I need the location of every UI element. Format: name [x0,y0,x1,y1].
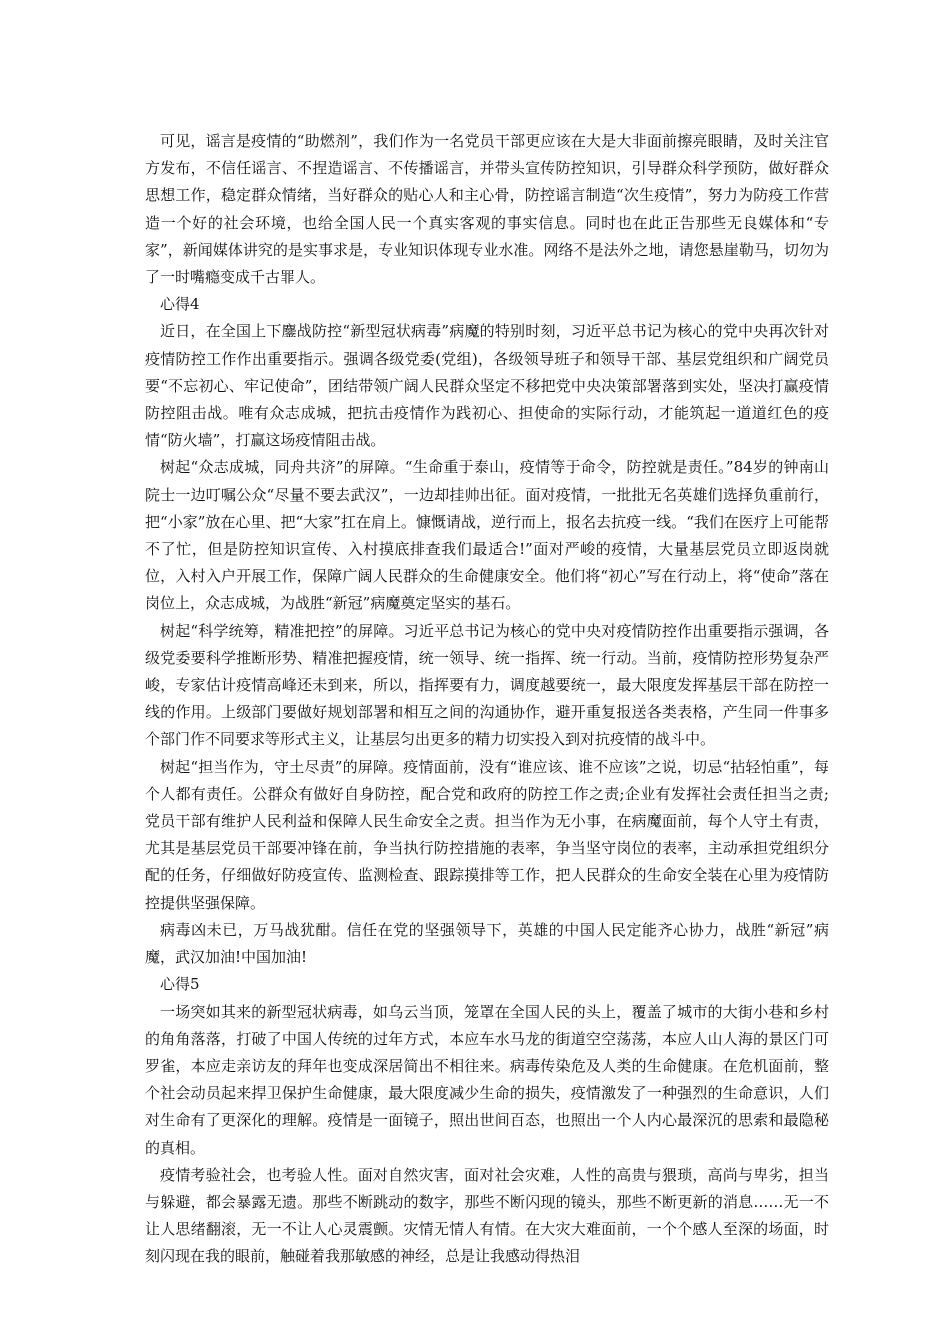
paragraph-barrier-responsibility: 树起“担当作为，守土尽责”的屏障。疫情面前，没有“谁应该、谁不应该”之说，切忌“拈轻怕重”，每个人都有责任。公群众有做好自身防控，配合党和政府的防控工作之责;企业有发挥社会责任担当之责;党员干部有维护人民利益和保障人民生命安全之责。担当作为无小事，在病魔面前，每个人守土有责，尤其是基层党员干部要冲锋在前，争当执行防控措施的表率，争当坚守岗位的表率，主动承担党组织分配的任务，仔细做好防疫宣传、监测检查、跟踪摸排等工作，把人民群众的生命安全装在心里为疫情防控提供坚强保障。 [145,757,829,912]
paragraph-intro-4: 近日，在全国上下鏖战防控“新型冠状病毒”病魔的特别时刻，习近平总书记为核心的党中央再次针对疫情防控工作作出重要指示。强调各级党委(党组)，各级领导班子和领导干部、基层党组织和广阔党员要“不忘初心、牢记使命”，团结带领广阔人民群众坚定不移把党中央决策部署落到实处，坚决打赢疫情防控阻击战。唯有众志成城，把抗击疫情作为践初心、担使命的实际行动，才能筑起一道道红色的疫情“防火墙”，打赢这场疫情阻击战。 [145,322,829,450]
section-heading-5: 心得5 [160,975,200,994]
paragraph-humanity: 疫情考验社会，也考验人性。面对自然灾害，面对社会灾难，人性的高贵与猥琐，高尚与卑劣，担当与躲避，都会暴露无遗。那些不断跳动的数字，那些不断闪现的镜头，那些不断更新的消息……无一不让人思绪翻滚，无一不让人心灵震颤。灾情无情人有情。在大灾大难面前，一个个感人至深的场面，时刻闪现在我的眼前，触碰着我那敏感的神经，总是让我感动得热泪 [145,1165,829,1266]
paragraph-barrier-unity: 树起“众志成城，同舟共济”的屏障。“生命重于泰山，疫情等于命令，防控就是责任。”84岁的钟南山院士一边叮嘱公众“尽量不要去武汉”，一边却挂帅出征。面对疫情，一批批无名英雄们选择负重前行，把“小家”放在心里、把“大家”扛在肩上。慷慨请战，逆行而上，报名去抗疫一线。“我们在医疗上可能帮不了忙，但是防控知识宣传、入村摸底排查我们最适合!”面对严峻的疫情，大量基层党员立即返岗就位，入村入户开展工作，保障广阔人民群众的生命健康安全。他们将“初心”写在行动上，将“使命”落在岗位上，众志成城，为战胜“新冠”病魔奠定坚实的基石。 [145,458,829,613]
paragraph-rumor: 可见，谣言是疫情的“助燃剂”，我们作为一名党员干部更应该在大是大非面前擦亮眼睛，及时关注官方发布，不信任谣言、不捏造谣言、不传播谣言，并带头宣传防控知识，引导群众科学预防，做好群众思想工作，稳定群众情绪，当好群众的贴心人和主心骨，防控谣言制造“次生疫情”，努力为防疫工作营造一个好的社会环境，也给全国人民一个真实客观的事实信息。同时也在此正告那些无良媒体和“专家”，新闻媒体讲究的是实事求是，专业知识体现专业水准。网络不是法外之地，请您悬崖勒马，切勿为了一时嘴瘾变成千古罪人。 [145,132,829,287]
paragraph-conclusion-4: 病毒凶未已，万马战犹酣。信任在党的坚强领导下，英雄的中国人民定能齐心协力，战胜“新冠”病魔，武汉加油!中国加油! [145,920,829,967]
paragraph-barrier-science: 树起“科学统筹，精准把控”的屏障。习近平总书记为核心的党中央对疫情防控作出重要指示强调，各级党委要科学推断形势、精准把握疫情，统一领导、统一指挥、统一行动。当前，疫情防控形势复杂严峻，专家估计疫情高峰还未到来，所以，指挥要有力，调度越要统一，最大限度发挥基层干部在防控一线的作用。上级部门要做好规划部署和相互之间的沟通协作，避开重复报送各类表格，产生同一件事多个部门作不同要求等形式主义，让基层匀出更多的精力切实投入到对抗疫情的战斗中。 [145,621,829,749]
paragraph-intro-5: 一场突如其来的新型冠状病毒，如乌云当顶，笼罩在全国人民的头上，覆盖了城市的大街小巷和乡村的角角落落，打破了中国人传统的过年方式，本应车水马龙的街道空空荡荡，本应人山人海的景区门可罗雀，本应走亲访友的拜年也变成深居简出不相往来。病毒传染危及人类的生命健康。在危机面前，整个社会动员起来捍卫保护生命健康，最大限度减少生命的损失，疫情激发了一种强烈的生命意识，人们对生命有了更深化的理解。疫情是一面镜子，照出世间百态，也照出一个人内心最深沉的思索和最隐秘的真相。 [145,1002,829,1157]
section-heading-4: 心得4 [160,295,200,314]
document-body [145,128,829,1271]
